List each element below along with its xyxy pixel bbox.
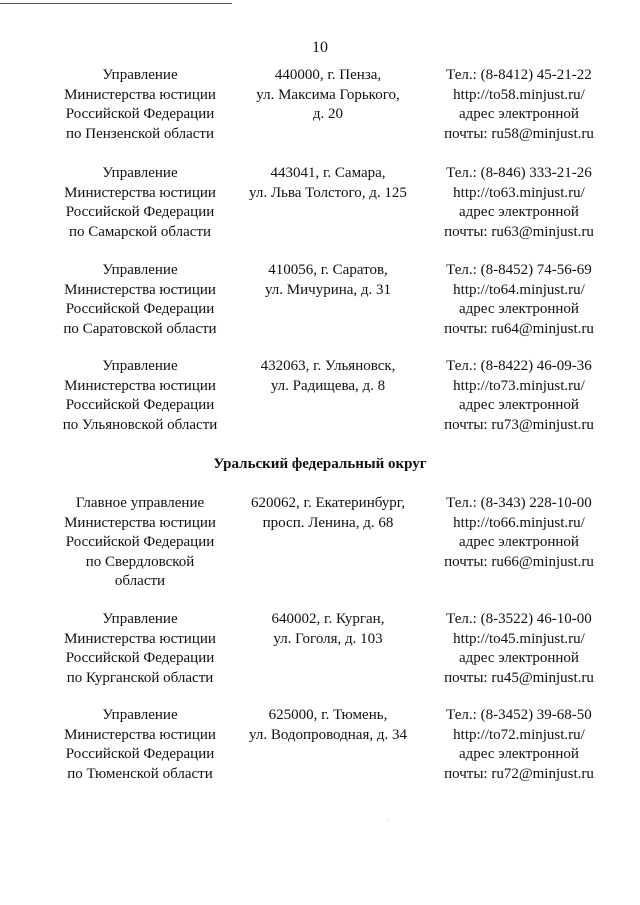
office-name-line: Министерства юстиции: [64, 86, 216, 103]
email-line[interactable]: почты: ru73@minjust.ru: [444, 416, 594, 433]
address-line: ул. Мичурина, д. 31: [264, 281, 392, 298]
email-label: адрес электронной: [459, 534, 579, 550]
office-name-line: области: [114, 573, 166, 589]
office-name: [40, 610, 240, 688]
office-name: [40, 261, 240, 339]
page-number: 10: [312, 39, 328, 56]
phone-line: Тел.: (8-3452) 39-68-50: [446, 707, 592, 723]
office-name-line: по Саратовской области: [63, 320, 217, 337]
address-line: д. 20: [312, 106, 344, 122]
office-name-line: Российской Федерации: [65, 397, 215, 413]
address-line: ул. Гоголя, д. 103: [273, 630, 383, 647]
office-name-line: по Курганской области: [66, 669, 214, 686]
office-name-line: по Пензенской области: [65, 125, 214, 142]
office-address: [233, 706, 423, 745]
phone-line: Тел.: (8-8422) 46-09-36: [446, 358, 592, 374]
email-label: адрес электронной: [459, 204, 579, 220]
office-name-line: по Тюменской области: [67, 765, 213, 782]
office-name-line: Управление: [102, 165, 178, 181]
office-name: [40, 357, 240, 435]
email-line[interactable]: почты: ru63@minjust.ru: [444, 223, 594, 240]
section-heading: Уральский федеральный округ: [213, 456, 427, 472]
office-contact: [424, 164, 614, 242]
office-contact: [424, 261, 614, 339]
address-line: 443041, г. Самара,: [270, 165, 386, 181]
email-label: адрес электронной: [459, 106, 579, 122]
office-name-line: по Ульяновской области: [62, 416, 218, 433]
office-name-line: Российской Федерации: [65, 534, 215, 550]
phone-line: Тел.: (8-343) 228-10-00: [446, 495, 592, 511]
office-name-line: Управление: [102, 262, 178, 278]
website-link[interactable]: http://to66.minjust.ru/: [453, 514, 585, 531]
phone-line: Тел.: (8-3522) 46-10-00: [446, 611, 592, 627]
office-name: [40, 66, 240, 144]
office-name-line: Главное управление: [75, 495, 205, 511]
phone-line: Тел.: (8-846) 333-21-26: [446, 165, 592, 181]
office-name-line: Российской Федерации: [65, 204, 215, 220]
address-line: ул. Водопроводная, д. 34: [249, 726, 407, 743]
office-address: [233, 66, 423, 125]
phone-line: Тел.: (8-8412) 45-21-22: [446, 67, 592, 83]
office-contact: [424, 610, 614, 688]
office-name-line: Российской Федерации: [65, 301, 215, 317]
office-contact: [424, 66, 614, 144]
address-line: 620062, г. Екатеринбург,: [251, 495, 405, 511]
office-name: [40, 706, 240, 784]
office-address: [233, 610, 423, 649]
office-name-line: Российской Федерации: [65, 650, 215, 666]
office-name-line: Управление: [102, 611, 178, 627]
office-address: [233, 164, 423, 203]
office-name-line: Министерства юстиции: [64, 184, 216, 201]
office-name: [40, 164, 240, 242]
email-label: адрес электронной: [459, 397, 579, 413]
office-address: [233, 494, 423, 533]
email-line[interactable]: почты: ru58@minjust.ru: [444, 125, 594, 142]
address-line: 625000, г. Тюмень,: [268, 707, 388, 723]
address-line: ул. Льва Толстого, д. 125: [249, 184, 407, 201]
office-address: [233, 357, 423, 396]
office-name-line: Министерства юстиции: [64, 281, 216, 298]
office-name-line: Российской Федерации: [65, 106, 215, 122]
office-address: [233, 261, 423, 300]
email-line[interactable]: почты: ru45@minjust.ru: [444, 669, 594, 686]
office-contact: [424, 357, 614, 435]
address-line: 410056, г. Саратов,: [268, 262, 388, 278]
website-link[interactable]: http://to58.minjust.ru/: [453, 86, 585, 103]
top-rule: [0, 3, 232, 4]
phone-line: Тел.: (8-8452) 74-56-69: [446, 262, 592, 278]
office-name-line: Министерства юстиции: [64, 630, 216, 647]
website-link[interactable]: http://to64.minjust.ru/: [453, 281, 585, 298]
office-name: [40, 494, 240, 592]
website-link[interactable]: http://to63.minjust.ru/: [453, 184, 585, 201]
address-line: 432063, г. Ульяновск,: [260, 358, 396, 374]
address-line: ул. Радищева, д. 8: [270, 377, 386, 394]
address-line: 640002, г. Курган,: [271, 611, 385, 627]
address-line: 440000, г. Пенза,: [274, 67, 382, 83]
email-line[interactable]: почты: ru72@minjust.ru: [444, 765, 594, 782]
email-line[interactable]: почты: ru64@minjust.ru: [444, 320, 594, 337]
office-name-line: Управление: [102, 707, 178, 723]
address-line: ул. Максима Горького,: [256, 86, 400, 103]
email-line[interactable]: почты: ru66@minjust.ru: [444, 553, 594, 570]
office-name-line: Управление: [102, 67, 178, 83]
office-name-line: Министерства юстиции: [64, 377, 216, 394]
office-name-line: по Самарской области: [68, 223, 212, 240]
website-link[interactable]: http://to73.minjust.ru/: [453, 377, 585, 394]
office-name-line: Российской Федерации: [65, 746, 215, 762]
email-label: адрес электронной: [459, 650, 579, 666]
office-contact: [424, 494, 614, 572]
email-label: адрес электронной: [459, 746, 579, 762]
office-name-line: по Свердловской: [85, 553, 195, 570]
email-label: адрес электронной: [459, 301, 579, 317]
office-contact: [424, 706, 614, 784]
website-link[interactable]: http://to72.minjust.ru/: [453, 726, 585, 743]
office-name-line: Министерства юстиции: [64, 514, 216, 531]
office-name-line: Управление: [102, 358, 178, 374]
office-name-line: Министерства юстиции: [64, 726, 216, 743]
scan-speck: [387, 820, 388, 821]
website-link[interactable]: http://to45.minjust.ru/: [453, 630, 585, 647]
address-line: просп. Ленина, д. 68: [262, 514, 394, 531]
